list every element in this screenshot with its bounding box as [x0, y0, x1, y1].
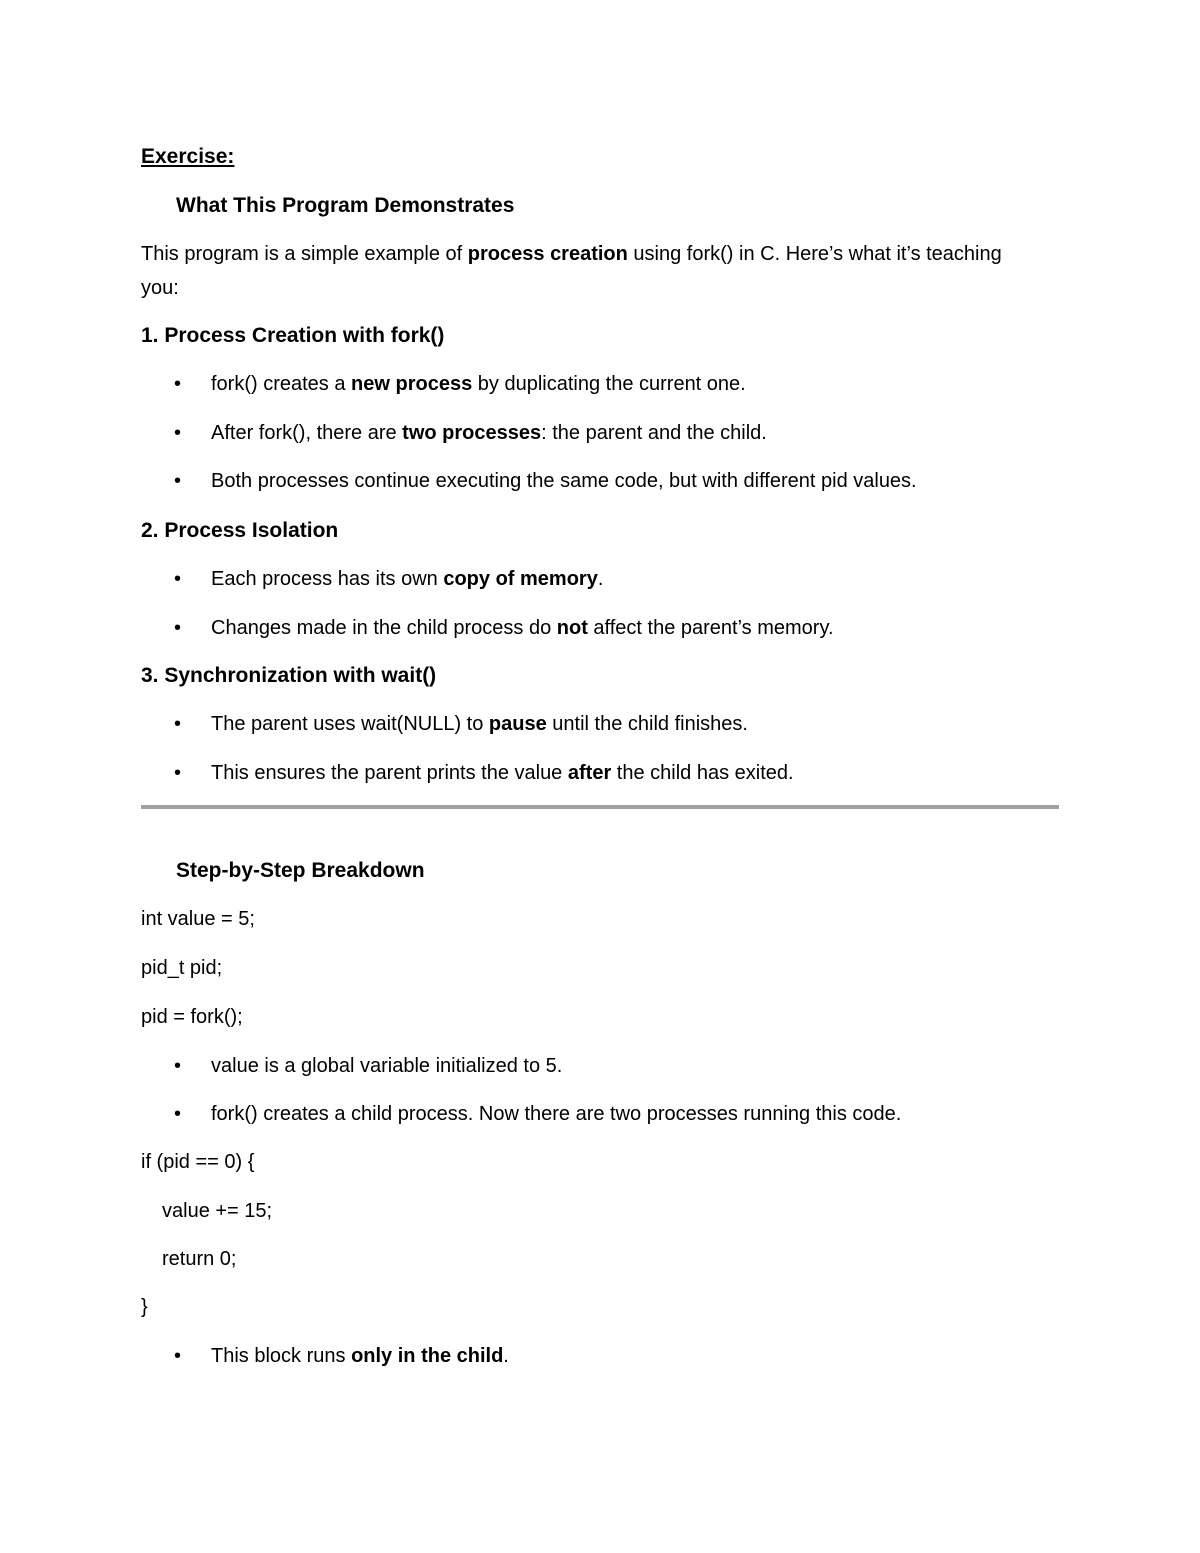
section-heading-breakdown: Step-by-Step Breakdown [176, 859, 425, 882]
exercise-title: Exercise: [141, 145, 235, 168]
document-page: Exercise: What This Program Demonstrates This program is a simple example of process creation using fork() in C. Here’s what it’s teaching you: 1. Process Creation with fork() • fork() creates a new process by duplicating the current one. • After fork(), there are two processes: the parent and the child. • Both processes continue executing the same code, but with different pid values. 2. Process Isolation • Each process has its own copy of memory. • Changes made in the child process do not affect the parent’s memory. 3. Synchronization with wait() • The parent uses wait(NULL) to pause until the child finishes. • This ensures the parent prints the value after the child has exited. Step-by-Step Breakdown int value = 5; pid_t pid; pid = fork(); • value is a global variable initialized to 5. • fork() creates a child process. Now there are two processes running this code. if (pid == 0) { value += 15; return 0; } • This block runs only in the child. [0, 0, 1200, 1553]
heading-synchronization: 3. Synchronization with wait() [141, 664, 437, 687]
bullet-icon: • [174, 713, 182, 735]
heading-process-creation: 1. Process Creation with fork() [141, 324, 445, 347]
intro-paragraph-line2: you: [141, 277, 179, 299]
bullet-icon: • [174, 1345, 182, 1367]
bullet-icon: • [174, 373, 182, 395]
section-heading-demonstrates: What This Program Demonstrates [176, 194, 515, 217]
code-line: return 0; [162, 1248, 237, 1270]
code-line: if (pid == 0) { [141, 1151, 255, 1173]
bullet-icon: • [174, 762, 182, 784]
bullet-icon: • [174, 1055, 182, 1077]
bullet-icon: • [174, 1103, 182, 1125]
code-line: pid = fork(); [141, 1006, 243, 1028]
code-line: int value = 5; [141, 908, 255, 930]
bullet-icon: • [174, 617, 182, 639]
bullet-icon: • [174, 470, 182, 492]
code-line: pid_t pid; [141, 957, 223, 979]
intro-paragraph-line1: This program is a simple example of process creation using fork() in C. Here’s what it’s teaching [141, 243, 1002, 265]
bullet-icon: • [174, 422, 182, 444]
code-line: } [141, 1296, 148, 1318]
bullet-icon: • [174, 568, 182, 590]
code-line: value += 15; [162, 1200, 273, 1222]
heading-process-isolation: 2. Process Isolation [141, 519, 339, 542]
horizontal-divider [141, 805, 1059, 809]
